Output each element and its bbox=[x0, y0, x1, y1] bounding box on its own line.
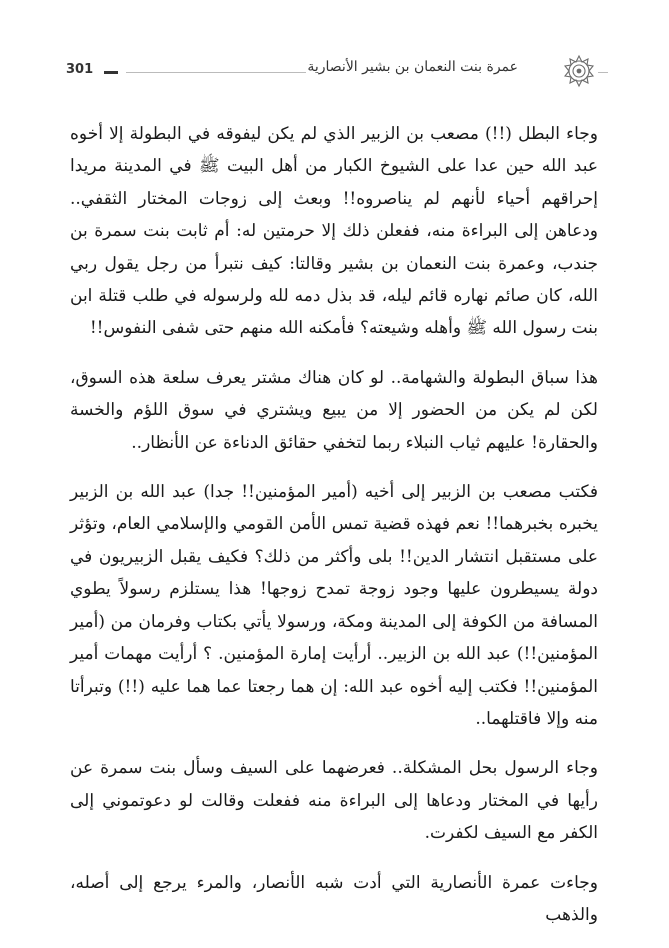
body-text bbox=[70, 118, 598, 948]
header-rule bbox=[126, 72, 306, 73]
page-number: 301 bbox=[66, 62, 94, 77]
paragraph-2: هذا سباق البطولة والشهامة.. لو كان هناك مشتر يعرف سلعة هذه السوق، لكن لم يكن من الحضور إلا من يبيع ويشتري في سوق اللؤم والخسة والحقارة! عليهم ثياب النبلاء ربما لتخفي حقائق الدناءة عن الأنظار.. bbox=[70, 367, 598, 453]
running-title: عمرة بنت النعمان بن بشير الأنصارية bbox=[307, 59, 518, 75]
paragraph-4: وجاء الرسول بحل المشكلة.. فعرضهما على السيف وسأل بنت سمرة عن رأيها في المختار ودعاها إلى البراءة منه ففعلت وقالت لو دعوتموني إلى الكفر مع السيف لكفرت. bbox=[70, 758, 598, 844]
running-header bbox=[0, 52, 669, 92]
page-number-dash bbox=[104, 71, 118, 74]
paragraph-3: فكتب مصعب بن الزبير إلى أخيه (أمير المؤمنين!! جدا) عبد الله بن الزبير يخبره بخبرهما!! نعم فهذه قضية تمس الأمن القومي والإسلامي العام، وتؤثر على مستقبل انتشار الدين!! بلى وأكثر من ذلك؟ فكيف يقبل الزبيريون في دولة يسيطرون عليها وجود زوجة تمدح زوجها! هذا يستلزم رسولاً يطوي المسافة من الكوفة إلى المدينة ومكة، ورسولا يأتي بكتاب وفرمان من (أمير المؤمنين!!) عبد الله بن الزبير.. أرأيت إمارة المؤمنين. ؟ أرأيت مهمات أمير المؤمنين!! فكتب إليه أخوه عبد الله: إن هما رجعتا عما هما عليه (!!) وتبرأتا منه وإلا فاقتلهما.. bbox=[70, 482, 598, 729]
header-rule-right bbox=[598, 72, 608, 73]
paragraph-1: وجاء البطل (!!) مصعب بن الزبير الذي لم يكن ليفوقه في البطولة إلا أخوه عبد الله حين عدا على الشيوخ الكبار من أهل البيت ﷺ في المدينة مريدا إحراقهم أحياء لأنهم لم يناصروه!! وبعث إلى زوجات المختار الثقفي.. ودعاهن إلى البراءة منه، ففعلن ذلك إلا حرمتين له: أم ثابت بنت سمرة بن جندب، وعمرة بنت النعمان بن بشير وقالتا: كيف نتبرأ من رجل يقول ربي الله، كان صائم نهاره قائم ليله، قد بذل دمه لله ولرسوله في طلب قتلة ابن بنت رسول الله ﷺ وأهله وشيعته؟ فأمكنه الله منهم حتى شفى النفوس!! bbox=[70, 124, 598, 339]
paragraph-5: وجاءت عمرة الأنصارية التي أدت شبه الأنصار، والمرء يرجع إلى أصله، والذهب bbox=[70, 872, 598, 925]
rosette-ornament-icon bbox=[562, 54, 596, 88]
